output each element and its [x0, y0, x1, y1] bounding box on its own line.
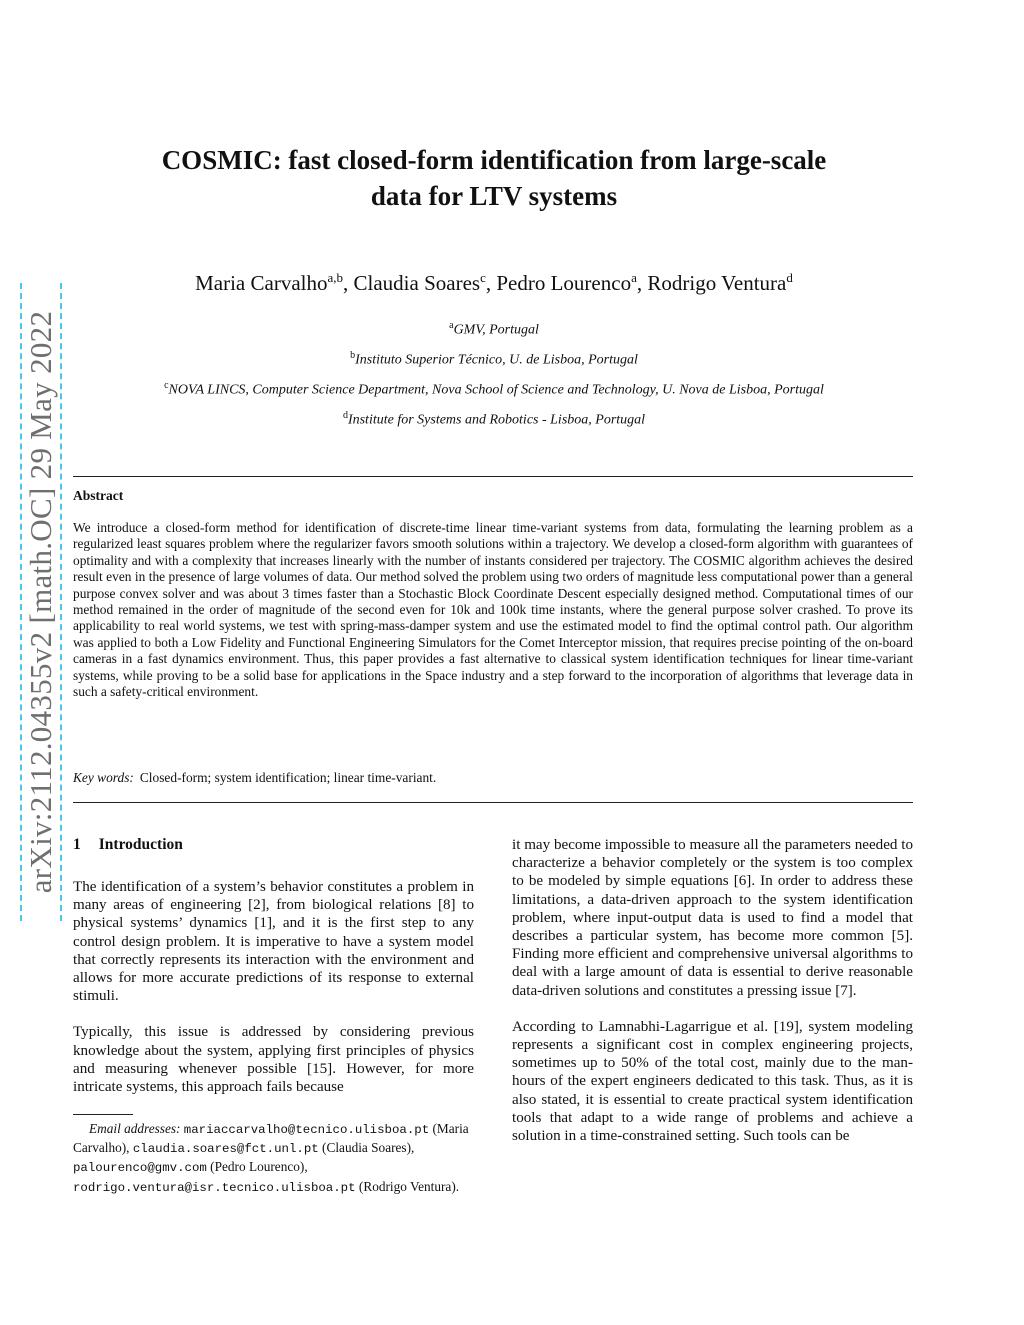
affiliation	[60, 320, 928, 339]
affiliation-mark: a	[449, 320, 454, 331]
affiliation-text: Instituto Superior Técnico, U. de Lisboa, Portugal	[355, 352, 638, 368]
footnote-rule	[73, 1114, 133, 1115]
affiliation-mark: d	[342, 410, 348, 421]
author-name: Pedro Lourenco	[496, 271, 632, 295]
abstract-bottom-rule	[73, 802, 913, 803]
title-line-2: data for LTV systems	[370, 181, 618, 211]
author-separator: ,	[485, 271, 497, 295]
email-link[interactable]: claudia.soares@fct.unl.pt	[132, 1142, 319, 1157]
paper-title	[90, 142, 898, 214]
keywords-text: Closed-form; system identification; linear time-variant.	[139, 770, 437, 785]
affiliation-text: NOVA LINCS, Computer Science Department, Nova School of Science and Technology, U. Nova de Lisboa, Portugal	[168, 382, 824, 398]
affiliation-text: GMV, Portugal	[453, 322, 539, 338]
keywords	[73, 770, 436, 786]
author-affil-mark: a,b	[327, 270, 344, 285]
paragraph: The identification of a system’s behavior constitutes a problem in many areas of engineering [2], from biological relations [8] to physical systems’ dynamics [1], and it is the first step to any control design problem. It is imperative to have a system model that correctly represents its interaction with the environment and allows for more accurate predictions of its response to external stimuli.	[73, 879, 474, 1005]
affiliation-mark: b	[350, 350, 356, 361]
author-separator: ,	[343, 271, 354, 295]
author-name: Rodrigo Ventura	[647, 271, 787, 295]
email-link[interactable]: mariaccarvalho@tecnico.ulisboa.pt	[183, 1123, 430, 1137]
author-affil-mark: c	[480, 270, 486, 285]
author-name: Claudia Soares	[353, 271, 481, 295]
footnote	[73, 1120, 474, 1197]
keywords-label: Key words:	[73, 770, 134, 785]
email-link[interactable]: palourenco@gmv.com	[73, 1161, 207, 1176]
affiliation	[60, 410, 928, 429]
section-heading	[73, 836, 183, 854]
paragraph: Typically, this issue is addressed by considering previous knowledge about the system, applying first principles of physics and measuring whenever possible [15]. However, for more intricate systems, this approach fails because	[73, 1024, 474, 1096]
left-column	[73, 878, 474, 1114]
footnote-label: Email addresses:	[89, 1121, 181, 1136]
author-separator: ,	[636, 271, 648, 295]
section-number: 1	[73, 836, 81, 853]
paragraph: it may become impossible to measure all the parameters needed to characterize a behavior completely or the system is too complex to be modeled by simple equations [6]. In order to address these limitations, a data-driven approach to the system identification problem, where input-output data is used to find a model that describes a particular system, has become more common [5]. Finding more efficient and comprehensive universal algorithms to deal with a large amount of data is essential to derive reasonable data-driven solutions and constitutes a pressing issue [7].	[512, 837, 913, 999]
affiliation-text: Institute for Systems and Robotics - Lisboa, Portugal	[347, 412, 646, 428]
affiliation	[60, 350, 928, 369]
section-title: Introduction	[98, 836, 183, 853]
email-owner: (Claudia Soares),	[322, 1140, 415, 1156]
right-column	[512, 836, 913, 1163]
author-list	[60, 270, 928, 296]
author-affil-mark: d	[786, 270, 793, 285]
title-line-1: COSMIC: fast closed-form identification from large-scale	[161, 145, 827, 175]
abstract-text: We introduce a closed-form method for identification of discrete-time linear time-variant systems from data, formulating the learning problem as a regularized least squares problem where the regularizer favors smooth solutions within a trajectory. We develop a closed-form algorithm with guarantees of optimality and with a complexity that increases linearly with the number of instants considered per trajectory. The COSMIC algorithm achieves the desired result even in the presence of large volumes of data. Our method solved the problem using two orders of magnitude less computational power than a general purpose convex solver and was about 3 times faster than a Stochastic Block Coordinate Descent especially designed method. Computational times of our method remained in the order of magnitude of the second even for 10k and 100k time instants, where the general purpose solver crashed. To prove its applicability to real world systems, we test with spring-mass-damper system and use the estimated model to find the optimal control path. Our algorithm was applied to both a Low Fidelity and Functional Engineering Simulators for the Comet Interceptor mission, that requires precise pointing of the on-board cameras in a fast dynamics environment. Thus, this paper provides a fast alternative to classical system identification techniques for linear time-variant systems, while proving to be a solid base for applications in the Space industry and a step forward to the incorporation of algorithms that leverage data in such a safety-critical environment.	[73, 520, 913, 700]
email-owner: (Maria Carvalho),	[73, 1121, 469, 1156]
arxiv-identifier: arXiv:2112.04355v2 [math.OC] 29 May 2022	[23, 310, 58, 894]
paragraph: According to Lamnabhi-Lagarrigue et al. [19], system modeling represents a significant cost in complex engineering projects, sometimes up to 50% of the total cost, mainly due to the man-hours of the expert engineers dedicated to this task. Thus, as it is also stated, it is essential to create practical system identification tools that adapt to a wide range of problems and achieve a solution in a time-constrained setting. Such tools can be	[512, 1018, 913, 1145]
abstract-heading: Abstract	[73, 488, 124, 503]
author-name: Maria Carvalho	[195, 271, 328, 295]
email-owner: (Pedro Lourenco),	[210, 1159, 308, 1175]
affiliation-mark: c	[164, 380, 169, 391]
abstract-top-rule	[73, 476, 913, 477]
affiliation	[60, 380, 928, 399]
email-owner: (Rodrigo Ventura).	[358, 1178, 460, 1194]
author-affil-mark: a	[631, 270, 637, 285]
email-link[interactable]: rodrigo.ventura@isr.tecnico.ulisboa.pt	[73, 1180, 356, 1195]
